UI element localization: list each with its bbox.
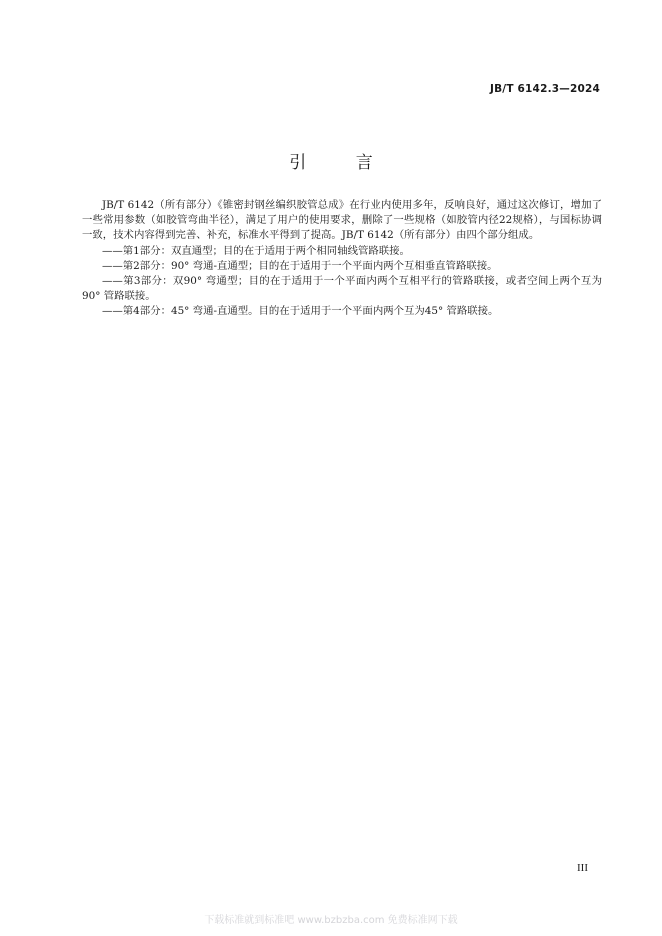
page-number: III — [577, 862, 588, 874]
part-2-item: ——第2部分：90° 弯通-直通型；目的在于适用于一个平面内两个互相垂直管路联接。 — [102, 259, 498, 272]
section-title: 引 言 — [289, 153, 395, 173]
body-text — [82, 198, 602, 320]
intro-paragraph: JB/T 6142（所有部分）《锥密封钢丝编织胶管总成》在行业内使用多年，反响良好，通过这次修订，增加了一些常用参数（如胶管弯曲半径），满足了用户的使用要求，删除了一些规格（如胶管内径22规格），与国标协调一致，技术内容得到完善、补充，标准水平得到了提高。JB/T 6142（所有部分）由四个部分组成。 — [82, 199, 602, 242]
part-1-item: ——第1部分：双直通型；目的在于适用于两个相同轴线管路联接。 — [102, 244, 410, 257]
part-4-item: ——第4部分：45° 弯通-直通型。目的在于适用于一个平面内两个互为45° 管路联接。 — [102, 305, 499, 318]
footer-watermark: 下载标准就到标准吧 www.bzbzba.com 免费标准网下载 — [204, 915, 458, 926]
part-3-item: ——第3部分：双90° 弯通型；目的在于适用于一个平面内两个互相平行的管路联接，或者空间上两个互为90° 管路联接。 — [82, 275, 602, 303]
document-number: JB/T 6142.3—2024 — [489, 83, 600, 95]
